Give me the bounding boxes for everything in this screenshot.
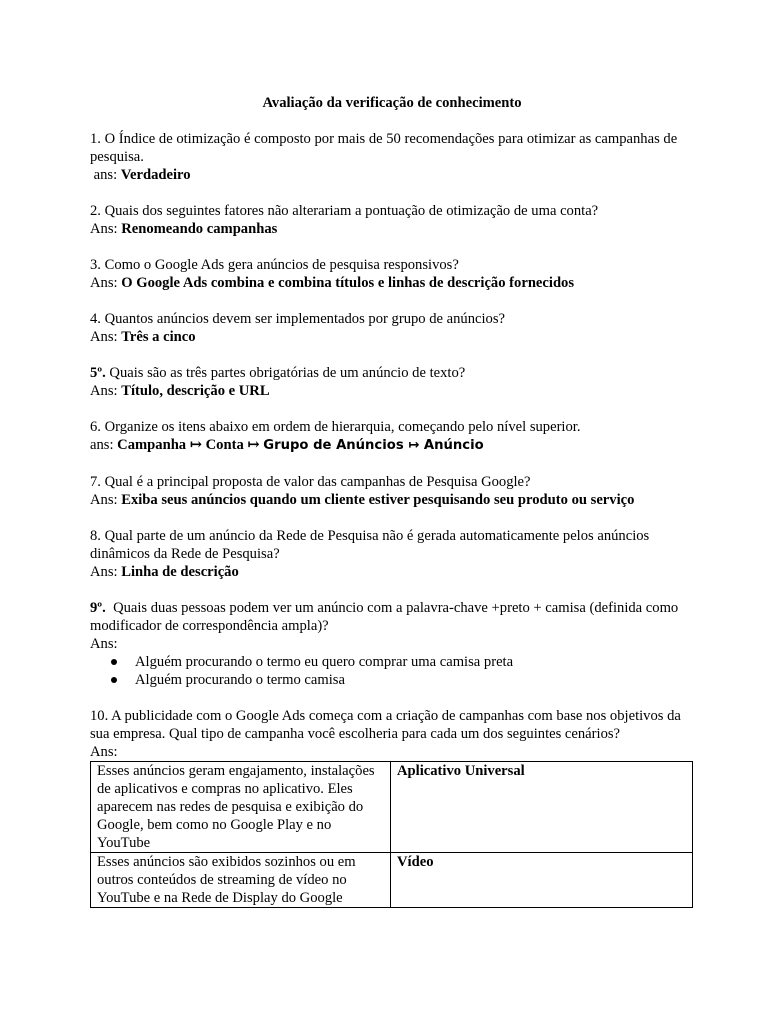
answer-prefix: ans: bbox=[90, 437, 118, 453]
answer-text: Três a cinco bbox=[121, 329, 196, 345]
document-title: Avaliação da verificação de conhecimento bbox=[262, 95, 522, 111]
question-6 bbox=[90, 418, 694, 455]
question-text bbox=[90, 364, 694, 382]
answer-line bbox=[90, 382, 694, 400]
question-body: Quais duas pessoas podem ver um anúncio com a palavra-chave +preto + camisa (definida como modificador de correspondência ampla)? bbox=[90, 600, 682, 634]
table-row bbox=[91, 762, 693, 853]
answer-prefix: Ans: bbox=[90, 636, 118, 652]
table-cell-campaign-type: Aplicativo Universal bbox=[391, 762, 693, 853]
question-text: 1. O Índice de otimização é composto por mais de 50 recomendações para otimizar as campanhas de pesquisa. bbox=[90, 131, 678, 165]
question-text: 3. Como o Google Ads gera anúncios de pesquisa responsivos? bbox=[90, 257, 459, 273]
question-4 bbox=[90, 310, 694, 346]
answer-prefix: Ans: bbox=[90, 744, 118, 760]
answer-line bbox=[90, 274, 694, 292]
question-1 bbox=[90, 130, 694, 184]
question-text: 6. Organize os itens abaixo em ordem de hierarquia, começando pelo nível superior. bbox=[90, 419, 581, 435]
table-cell-description: Esses anúncios são exibidos sozinhos ou em outros conteúdos de streaming de vídeo no YouTube e na Rede de Display do Google bbox=[91, 853, 391, 908]
answer-text: Linha de descrição bbox=[121, 564, 239, 580]
question-5 bbox=[90, 364, 694, 400]
answer-line bbox=[90, 563, 694, 581]
question-number: 9º. bbox=[90, 600, 106, 616]
answer-text: Exiba seus anúncios quando um cliente estiver pesquisando seu produto ou serviço bbox=[121, 492, 635, 508]
question-8 bbox=[90, 527, 694, 581]
question-text: 2. Quais dos seguintes fatores não alterariam a pontuação de otimização de uma conta? bbox=[90, 203, 599, 219]
list-item: Alguém procurando o termo eu quero comprar uma camisa preta bbox=[135, 653, 694, 671]
list-item: Alguém procurando o termo camisa bbox=[135, 671, 694, 689]
answer-bullet-list bbox=[90, 653, 694, 689]
answer-text-continued: Grupo de Anúncios ↦ Anúncio bbox=[263, 438, 484, 453]
question-text: 10. A publicidade com o Google Ads começa com a criação de campanhas com base nos objetivos da sua empresa. Qual tipo de campanha você escolheria para cada um dos seguintes cenários? bbox=[90, 708, 681, 742]
answer-line bbox=[90, 436, 694, 455]
question-text bbox=[90, 599, 694, 635]
answer-prefix: Ans: bbox=[90, 221, 122, 237]
answer-line bbox=[90, 220, 694, 238]
answer-text: Renomeando campanhas bbox=[121, 221, 278, 237]
question-text: 4. Quantos anúncios devem ser implementados por grupo de anúncios? bbox=[90, 311, 506, 327]
answer-text: Verdadeiro bbox=[120, 167, 191, 183]
question-3 bbox=[90, 256, 694, 292]
answer-line bbox=[90, 166, 694, 184]
question-body: Quais são as três partes obrigatórias de um anúncio de texto? bbox=[105, 365, 466, 381]
question-9 bbox=[90, 599, 694, 689]
answer-prefix: Ans: bbox=[90, 329, 122, 345]
question-7 bbox=[90, 473, 694, 509]
document-page bbox=[90, 94, 694, 908]
question-2 bbox=[90, 202, 694, 238]
question-10 bbox=[90, 707, 694, 761]
answer-text: Campanha ↦ Conta ↦ bbox=[117, 437, 264, 453]
question-text: 7. Qual é a principal proposta de valor das campanhas de Pesquisa Google? bbox=[90, 474, 531, 490]
answer-text: Título, descrição e URL bbox=[121, 383, 270, 399]
table-cell-description: Esses anúncios geram engajamento, instalações de aplicativos e compras no aplicativo. Eles aparecem nas redes de pesquisa e exibição do Google, bem como no Google Play e no YouTube bbox=[91, 762, 391, 853]
answer-prefix: Ans: bbox=[90, 275, 122, 291]
answer-prefix: Ans: bbox=[90, 564, 122, 580]
answer-line bbox=[90, 491, 694, 509]
answer-prefix: ans: bbox=[90, 167, 121, 183]
table-cell-campaign-type: Vídeo bbox=[391, 853, 693, 908]
answer-text: O Google Ads combina e combina títulos e linhas de descrição fornecidos bbox=[121, 275, 575, 291]
question-number: 5º. bbox=[90, 365, 106, 381]
table-row bbox=[91, 853, 693, 908]
answer-line bbox=[90, 328, 694, 346]
answer-prefix: Ans: bbox=[90, 492, 122, 508]
question-text: 8. Qual parte de um anúncio da Rede de Pesquisa não é gerada automaticamente pelos anúncios dinâmicos da Rede de Pesquisa? bbox=[90, 528, 650, 562]
campaign-type-table bbox=[90, 761, 693, 908]
answer-prefix: Ans: bbox=[90, 383, 122, 399]
